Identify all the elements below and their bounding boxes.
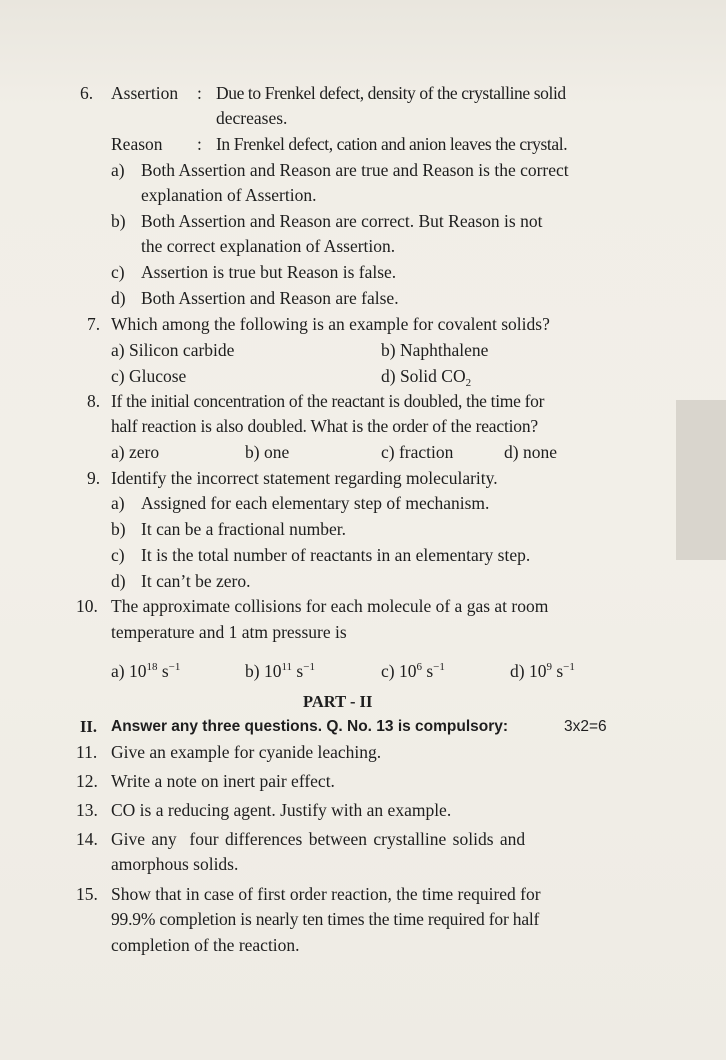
q6-assertion-label: Assertion	[111, 83, 179, 103]
q10-text-cont: temperature and 1 atm pressure is	[111, 622, 347, 642]
q10-option-a-unit: s	[161, 661, 169, 681]
q14-text: Give any four differences between crystalline solids and	[111, 829, 526, 849]
q10-option-d-exp: 9	[546, 661, 552, 673]
q10-option-c-base: 10	[398, 661, 417, 681]
q15-text-cont: 99.9% completion is nearly ten times the time required for half	[111, 909, 540, 929]
q7-option-c: c) Glucose	[111, 366, 187, 386]
q11-text: Give an example for cyanide leaching.	[111, 742, 382, 762]
q10-option-c-label: c)	[381, 661, 395, 681]
q6-colon-2: :	[197, 134, 202, 154]
q9-option-c-label: c)	[111, 545, 125, 565]
q10-option-b	[245, 660, 315, 682]
q6-option-a-text-cont: explanation of Assertion.	[141, 185, 317, 205]
question-15-number: 15.	[76, 884, 98, 904]
q6-option-d-label: d)	[111, 288, 126, 308]
q9-option-d-text: It can’t be zero.	[141, 571, 251, 591]
q10-option-b-base: 10	[263, 661, 282, 681]
q9-option-c-text: It is the total number of reactants in an elementary step.	[141, 545, 531, 565]
q6-option-b-text-cont: the correct explanation of Assertion.	[141, 236, 396, 256]
q8-text-cont: half reaction is also doubled. What is the order of the reaction?	[111, 416, 538, 436]
q10-option-b-label: b)	[245, 661, 260, 681]
q10-option-b-unit-exp: −1	[303, 661, 315, 673]
q7-option-b: b) Naphthalene	[381, 340, 489, 360]
part-two-roman: II.	[80, 717, 97, 736]
q10-option-c-exp: 6	[416, 661, 422, 673]
q10-option-d-unit-exp: −1	[563, 661, 575, 673]
q6-reason-label: Reason	[111, 134, 163, 154]
q8-text: If the initial concentration of the reactant is doubled, the time for	[111, 391, 545, 411]
q6-assertion-text-cont: decreases.	[216, 108, 288, 128]
q7-option-a: a) Silicon carbide	[111, 340, 235, 360]
q10-option-b-unit: s	[296, 661, 304, 681]
question-8-number: 8.	[87, 391, 101, 411]
q6-option-b-label: b)	[111, 211, 126, 231]
q6-assertion-text: Due to Frenkel defect, density of the crystalline solid	[216, 83, 566, 103]
question-7-number: 7.	[87, 314, 101, 334]
q10-option-d-unit: s	[556, 661, 564, 681]
q6-option-b-text: Both Assertion and Reason are correct. But Reason is not	[141, 211, 543, 231]
q6-colon-1: :	[197, 83, 202, 103]
question-10-number: 10.	[76, 596, 98, 616]
q6-option-d-text: Both Assertion and Reason are false.	[141, 288, 399, 308]
question-14-number: 14.	[76, 829, 98, 849]
q8-option-d: d) none	[504, 442, 557, 462]
q10-option-a	[111, 660, 180, 682]
q8-option-b: b) one	[245, 442, 290, 462]
q10-option-b-exp: 11	[281, 661, 293, 673]
q14-text-cont: amorphous solids.	[111, 854, 239, 874]
q6-option-a-text: Both Assertion and Reason are true and Reason is the correct	[141, 160, 569, 180]
q9-option-a-label: a)	[111, 493, 125, 513]
part-two-marks: 3x2=6	[564, 718, 607, 735]
question-9-number: 9.	[87, 468, 101, 488]
question-13-number: 13.	[76, 800, 98, 820]
part-two-title: PART - II	[303, 692, 373, 711]
q9-option-d-label: d)	[111, 571, 126, 591]
q6-option-c-label: c)	[111, 262, 125, 282]
q7-option-d-subscript: 2	[465, 377, 472, 389]
q6-reason-text: In Frenkel defect, cation and anion leaves the crystal.	[216, 134, 568, 154]
q7-option-d-text: d) Solid CO	[381, 366, 466, 386]
q10-option-c-unit-exp: −1	[433, 661, 445, 673]
q10-option-a-exp: 18	[146, 661, 158, 673]
q10-text: The approximate collisions for each molecule of a gas at room	[111, 596, 549, 616]
q10-option-c	[381, 660, 445, 682]
question-11-number: 11.	[76, 742, 98, 762]
q10-option-a-label: a)	[111, 661, 125, 681]
q8-option-c: c) fraction	[381, 442, 454, 462]
q8-option-a: a) zero	[111, 442, 160, 462]
q10-option-c-unit: s	[426, 661, 434, 681]
q9-option-a-text: Assigned for each elementary step of mechanism.	[141, 493, 490, 513]
q6-option-a-label: a)	[111, 160, 125, 180]
scan-shadow	[676, 400, 726, 560]
q10-option-a-unit-exp: −1	[168, 661, 181, 673]
q7-text: Which among the following is an example for covalent solids?	[111, 314, 550, 334]
q10-option-d-base: 10	[528, 661, 547, 681]
q9-text: Identify the incorrect statement regarding molecularity.	[111, 468, 498, 488]
part-two-instruction: Answer any three questions. Q. No. 13 is compulsory:	[111, 718, 509, 735]
q15-text-cont-2: completion of the reaction.	[111, 935, 300, 955]
question-12-number: 12.	[76, 771, 98, 791]
q10-option-d	[510, 660, 575, 682]
q10-option-d-label: d)	[510, 661, 525, 681]
q13-text: CO is a reducing agent. Justify with an example.	[111, 800, 452, 820]
q7-option-d	[381, 365, 471, 387]
q9-option-b-label: b)	[111, 519, 126, 539]
question-6-number: 6.	[80, 83, 94, 103]
q9-option-b-text: It can be a fractional number.	[141, 519, 347, 539]
q6-option-c-text: Assertion is true but Reason is false.	[141, 262, 397, 282]
q10-option-a-base: 10	[128, 661, 147, 681]
q12-text: Write a note on inert pair effect.	[111, 771, 335, 791]
q15-text: Show that in case of first order reaction, the time required for	[111, 884, 541, 904]
